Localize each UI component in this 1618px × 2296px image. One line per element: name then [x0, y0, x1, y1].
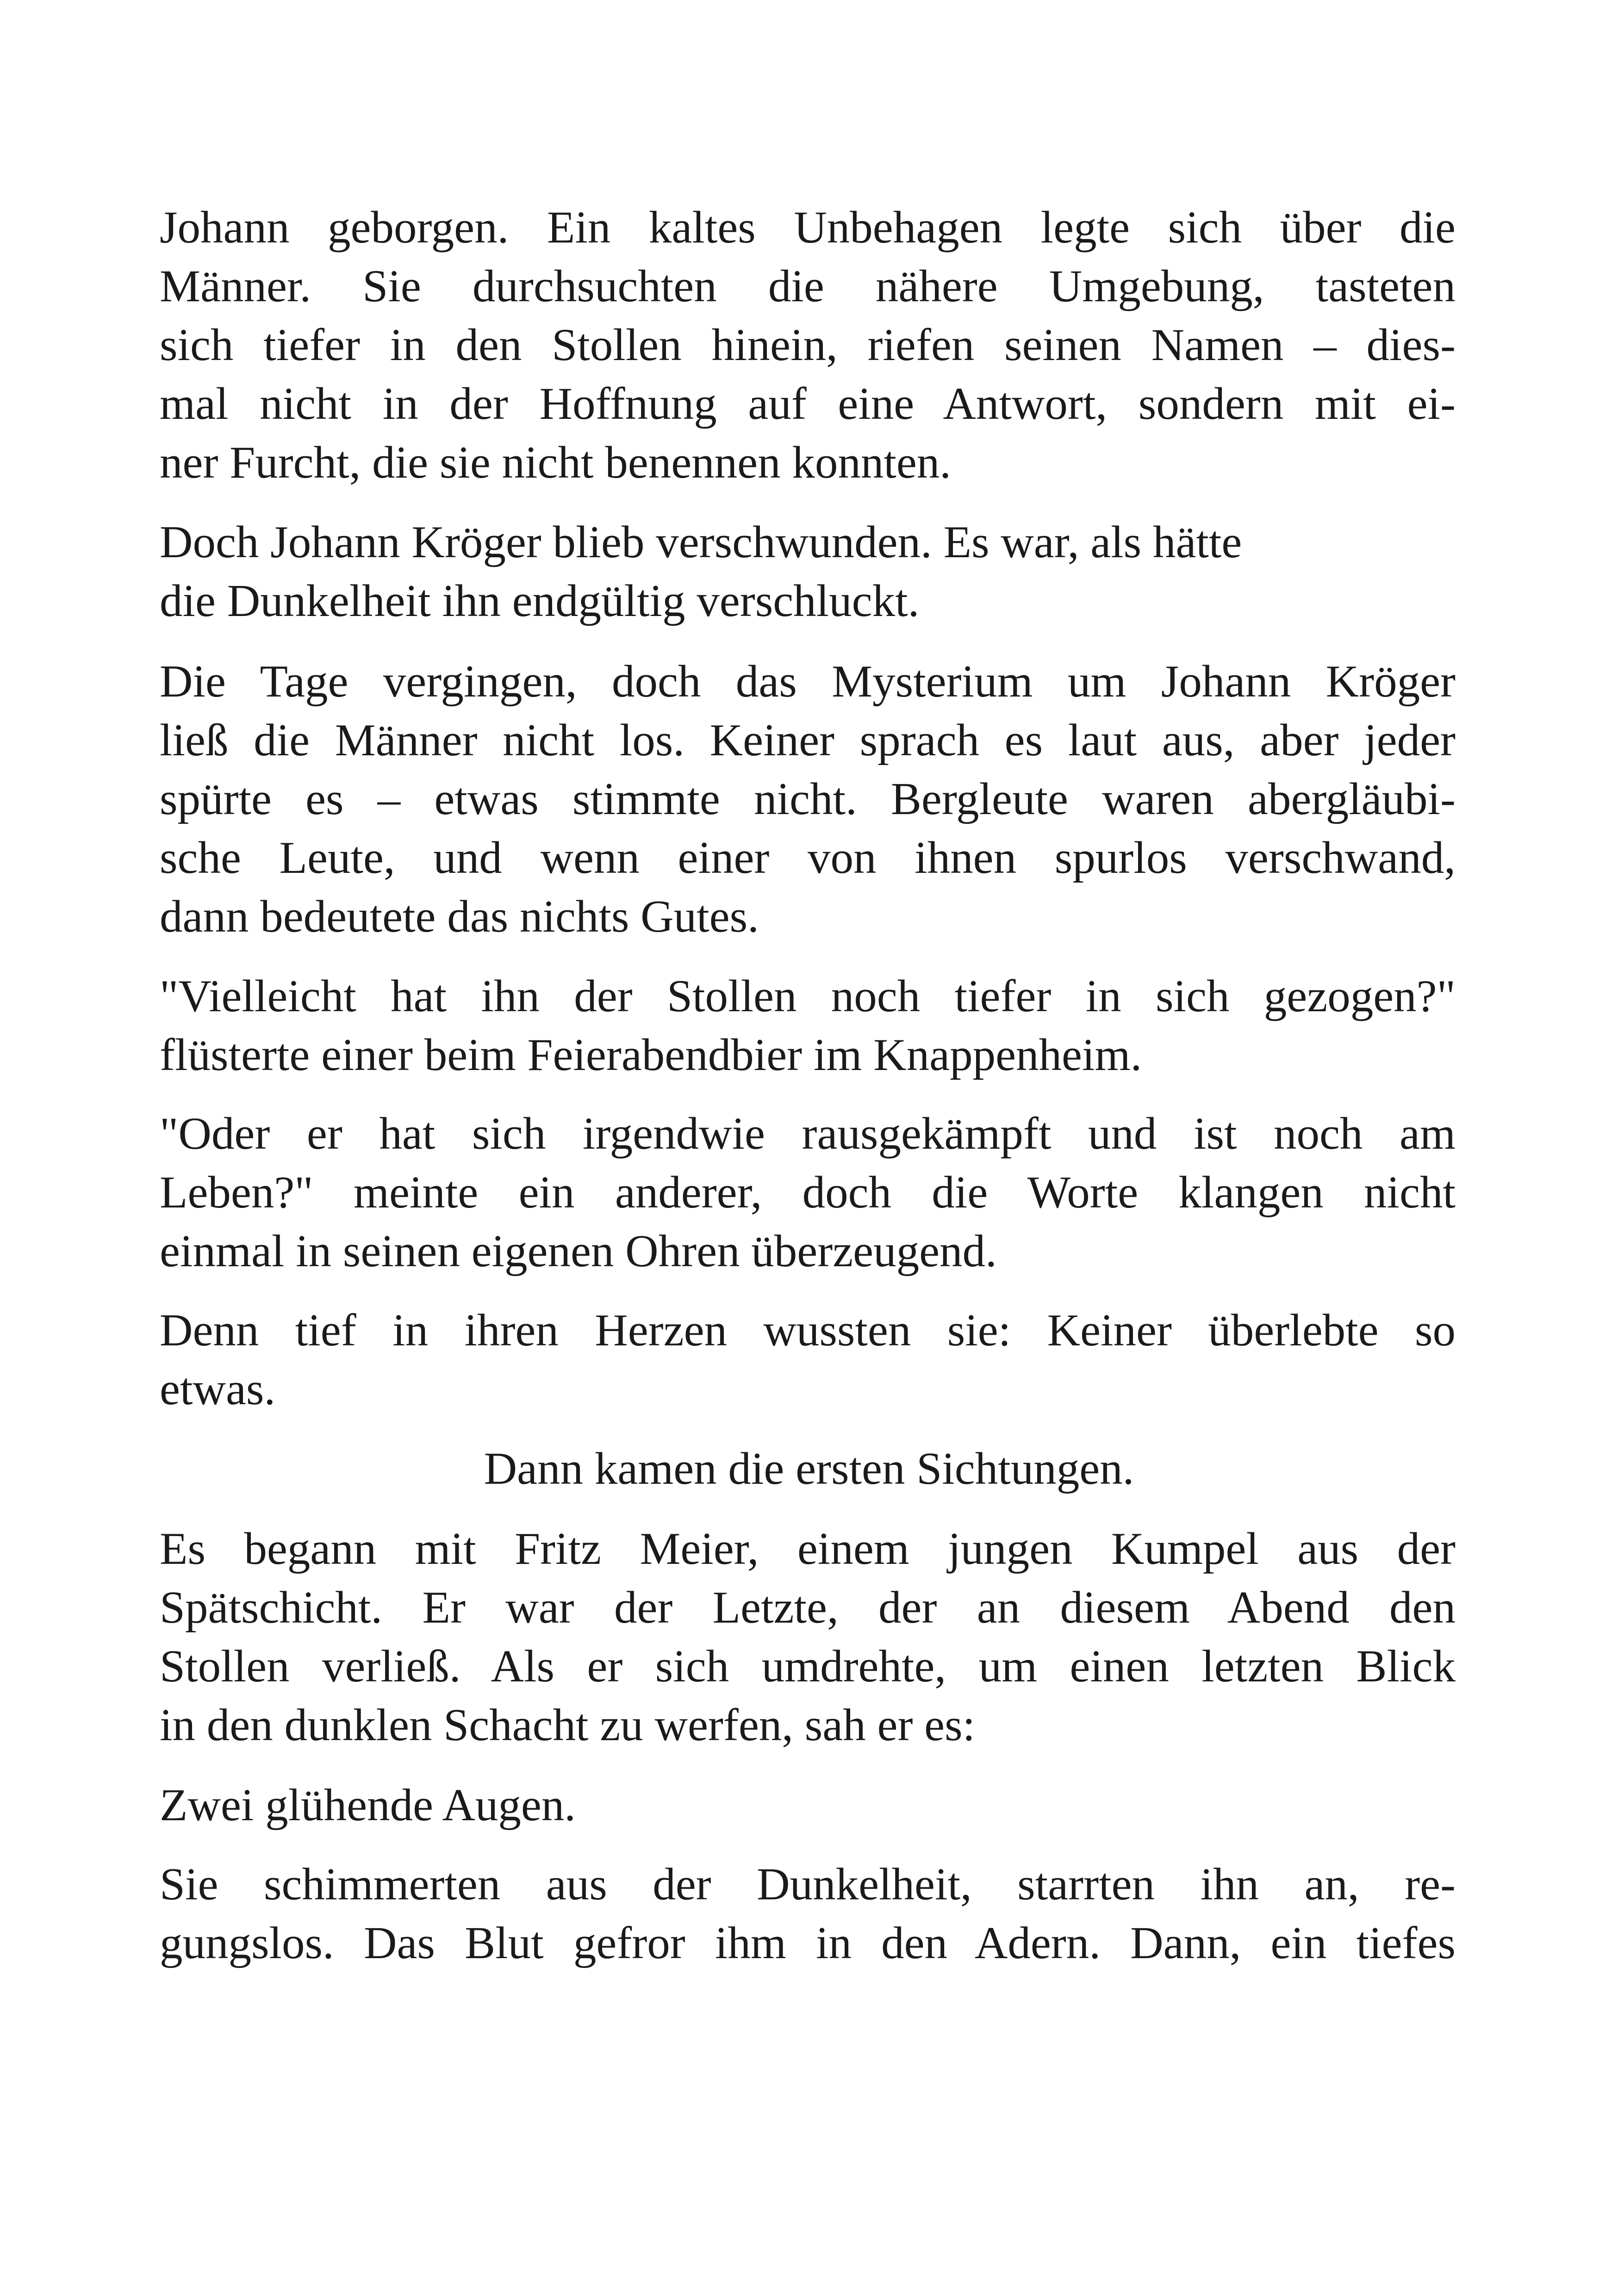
paragraph-5	[160, 1104, 1456, 1281]
text-line: Dann kamen die ersten Sichtungen.	[484, 1444, 1134, 1494]
text-line: Es begann mit Fritz Meier, einem jungen Kumpel aus der	[160, 1524, 1456, 1574]
text-line: Doch Johann Kröger blieb verschwunden. Es war, als hätte	[160, 517, 1242, 567]
text-line: ner Furcht, die sie nicht benennen konnten.	[160, 437, 952, 488]
text-line: flüsterte einer beim Feierabendbier im Knappenheim.	[160, 1030, 1142, 1080]
centered-line	[0, 1439, 1618, 1498]
text-line: in den dunklen Schacht zu werfen, sah er es:	[160, 1700, 976, 1750]
text-line: "Vielleicht hat ihn der Stollen noch tiefer in sich gezogen?"	[160, 971, 1456, 1021]
text-line: sich tiefer in den Stollen hinein, riefen seinen Namen – dies-	[160, 320, 1456, 370]
paragraph-6	[160, 1301, 1456, 1419]
paragraph-8	[160, 1519, 1456, 1755]
text-line: etwas.	[160, 1364, 276, 1414]
text-line: Denn tief in ihren Herzen wussten sie: Keiner überlebte so	[160, 1305, 1456, 1356]
paragraph-1	[160, 198, 1456, 492]
text-line: die Dunkelheit ihn endgültig verschluckt.	[160, 576, 920, 626]
paragraph-2	[160, 513, 1456, 630]
paragraph-4	[160, 967, 1456, 1084]
text-line: Die Tage vergingen, doch das Mysterium um Johann Kröger	[160, 656, 1456, 707]
paragraph-10	[160, 1855, 1456, 1972]
text-line: Johann geborgen. Ein kaltes Unbehagen legte sich über die	[160, 202, 1456, 253]
text-line: gungslos. Das Blut gefror ihm in den Adern. Dann, ein tiefes	[160, 1918, 1456, 1968]
text-line: Zwei glühende Augen.	[160, 1780, 576, 1830]
text-line: Spätschicht. Er war der Letzte, der an diesem Abend den	[160, 1582, 1456, 1633]
text-line: spürte es – etwas stimmte nicht. Bergleute waren abergläubi-	[160, 774, 1456, 824]
text-line: "Oder er hat sich irgendwie rausgekämpft und ist noch am	[160, 1108, 1456, 1159]
text-line: dann bedeutete das nichts Gutes.	[160, 891, 759, 942]
text-line: einmal in seinen eigenen Ohren überzeugend.	[160, 1226, 997, 1276]
paragraph-3	[160, 652, 1456, 946]
text-line: Männer. Sie durchsuchten die nähere Umgebung, tasteten	[160, 261, 1456, 311]
text-line: Stollen verließ. Als er sich umdrehte, um einen letzten Blick	[160, 1641, 1456, 1692]
text-line: mal nicht in der Hoffnung auf eine Antwort, sondern mit ei-	[160, 379, 1456, 429]
text-line: Sie schimmerten aus der Dunkelheit, starrten ihn an, re-	[160, 1859, 1456, 1910]
paragraph-9	[160, 1776, 1456, 1835]
text-line: ließ die Männer nicht los. Keiner sprach es laut aus, aber jeder	[160, 715, 1456, 765]
text-line: Leben?" meinte ein anderer, doch die Worte klangen nicht	[160, 1167, 1456, 1218]
text-line: sche Leute, und wenn einer von ihnen spurlos verschwand,	[160, 833, 1456, 883]
